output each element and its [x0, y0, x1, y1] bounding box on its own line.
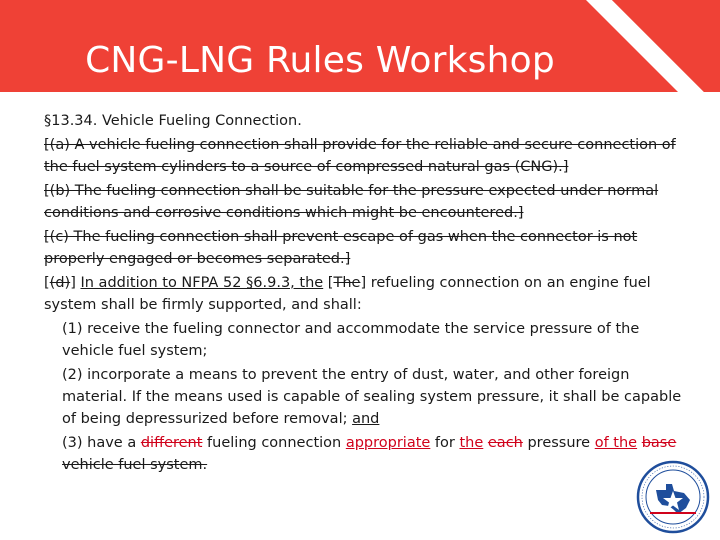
text-segment: pressure: [522, 435, 595, 451]
deleted-different: different: [140, 435, 203, 451]
deleted-base: base: [641, 435, 677, 451]
bracket-close: ]: [70, 275, 81, 291]
deleted-paragraph-a: [(a) A vehicle fueling connection shall provide for the reliable and secure connection of the fuel system cylinders to a source of compressed natural gas (CNG).]: [44, 137, 676, 175]
rule-text: [44, 110, 684, 478]
deleted-vehicle-fuel-system: vehicle fuel system.: [62, 457, 208, 473]
requirement-list: [62, 318, 684, 476]
list-item-2-text: (2) incorporate a means to prevent the entry of dust, water, and other foreign material. If the means used is capable of sealing system pressure, it shall be capable of being depressurized before removal;: [62, 367, 682, 427]
title-banner: [0, 0, 720, 92]
slide-title: CNG-LNG Rules Workshop: [85, 40, 555, 81]
text-segment: (3) have a: [62, 435, 141, 451]
deleted-the: The: [333, 275, 361, 291]
section-heading: §13.34. Vehicle Fueling Connection.: [44, 113, 302, 129]
list-item-1: (1) receive the fueling connector and accommodate the service pressure of the vehicle fuel system;: [62, 321, 640, 359]
inserted-the: the: [459, 435, 484, 451]
list-item-2: [62, 364, 684, 430]
bracket-open: [: [44, 275, 50, 291]
deleted-label-d: (d): [49, 275, 71, 291]
deleted-each: each: [487, 435, 523, 451]
inserted-and: and: [352, 411, 380, 427]
inserted-of-the: of the: [594, 435, 638, 451]
paragraph-d: [44, 272, 684, 316]
list-item-3: [62, 432, 684, 476]
inserted-nfpa-reference: In addition to NFPA 52 §6.9.3, the: [80, 275, 324, 291]
paragraph-d-text: ] refueling connection on an engine fuel system shall be firmly supported, and shall:: [44, 275, 651, 313]
rrc-seal-logo: [636, 460, 710, 534]
text-segment: fueling connection: [202, 435, 346, 451]
deleted-paragraph-b: [(b) The fueling connection shall be suitable for the pressure expected under normal conditions and corrosive conditions which might be encountered.]: [44, 183, 659, 221]
bracket-open-2: [: [323, 275, 334, 291]
deleted-paragraph-c: [(c) The fueling connection shall prevent escape of gas when the connector is not properly engaged or becomes separated.]: [44, 229, 638, 267]
inserted-appropriate: appropriate: [345, 435, 431, 451]
text-segment: for: [430, 435, 460, 451]
